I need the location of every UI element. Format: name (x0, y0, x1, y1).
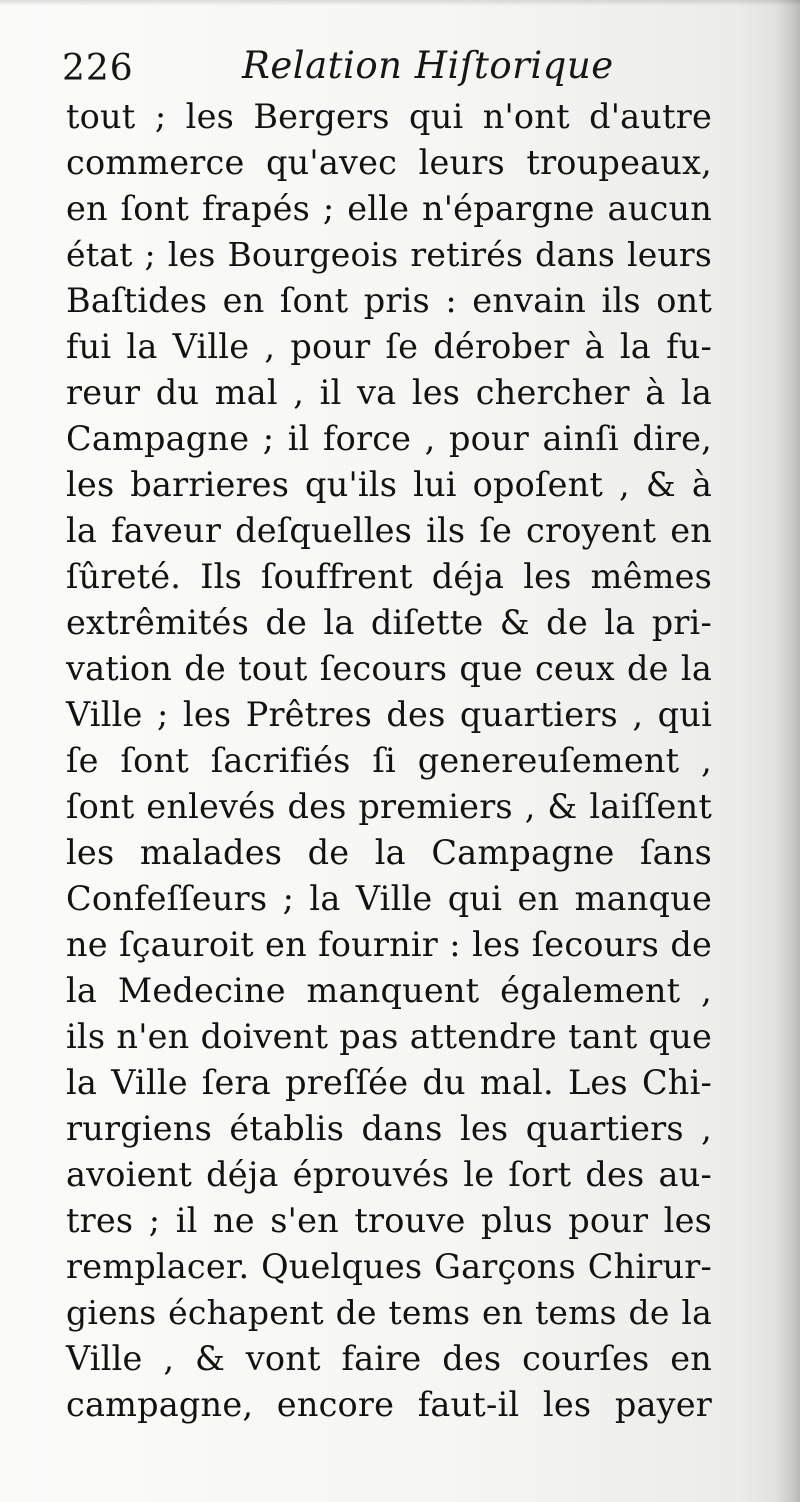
text-line: la Ville ſera preſſée du mal. Les Chi- (66, 1063, 712, 1102)
text-line: ſe ſont ſacrifiés ſi genereuſement , (66, 741, 712, 780)
text-line: vation de tout ſecours que ceux de la (66, 649, 712, 688)
text-line: état ; les Bourgeois retirés dans leurs (66, 235, 712, 274)
text-line: giens échapent de tems en tems de la (66, 1293, 712, 1332)
text-line: remplacer. Quelques Garçons Chirur- (66, 1247, 712, 1286)
page-top-shadow (0, 0, 800, 6)
text-line: Campagne ; il force , pour ainſi dire, (66, 419, 712, 458)
text-line: Ville ; les Prêtres des quartiers , qui (66, 695, 712, 734)
text-line: les barrieres qu'ils lui opoſent , & à (66, 465, 712, 504)
running-title: Relation Hiſtorique (242, 44, 614, 87)
page-number: 226 (62, 48, 134, 89)
text-line: tres ; il ne s'en trouve plus pour les (66, 1201, 712, 1240)
text-line: rurgiens établis dans les quartiers , (66, 1109, 712, 1148)
text-line: Ville , & vont faire des courſes en (66, 1339, 712, 1378)
text-line: la Medecine manquent également , (66, 971, 712, 1010)
text-line: ſûreté. Ils ſouffrent déja les mêmes (66, 557, 712, 596)
text-line: ne ſçauroit en fournir : les ſecours de (66, 925, 712, 964)
text-line: les malades de la Campagne ſans (66, 833, 712, 872)
page-header (62, 44, 742, 100)
page-gutter-shadow (774, 0, 800, 1502)
text-line: Baſtides en ſont pris : envain ils ont (66, 281, 712, 320)
text-line: en ſont frapés ; elle n'épargne aucun (66, 189, 712, 228)
text-line: tout ; les Bergers qui n'ont d'autre (66, 97, 712, 136)
text-line: ſont enlevés des premiers , & laiſſent (66, 787, 712, 826)
text-line: fui la Ville , pour ſe dérober à la fu- (66, 327, 712, 366)
text-line: reur du mal , il va les chercher à la (66, 373, 712, 412)
text-line: ils n'en doivent pas attendre tant que (66, 1017, 712, 1056)
text-line: Confeſſeurs ; la Ville qui en manque (66, 879, 712, 918)
text-line: campagne, encore faut-il les payer (66, 1385, 712, 1424)
text-line: extrêmités de la diſette & de la pri- (66, 603, 712, 642)
body-text (66, 94, 712, 1428)
text-line: commerce qu'avec leurs troupeaux, (66, 143, 712, 182)
text-line: avoient déja éprouvés le ſort des au- (66, 1155, 712, 1194)
text-line: la faveur deſquelles ils ſe croyent en (66, 511, 712, 550)
